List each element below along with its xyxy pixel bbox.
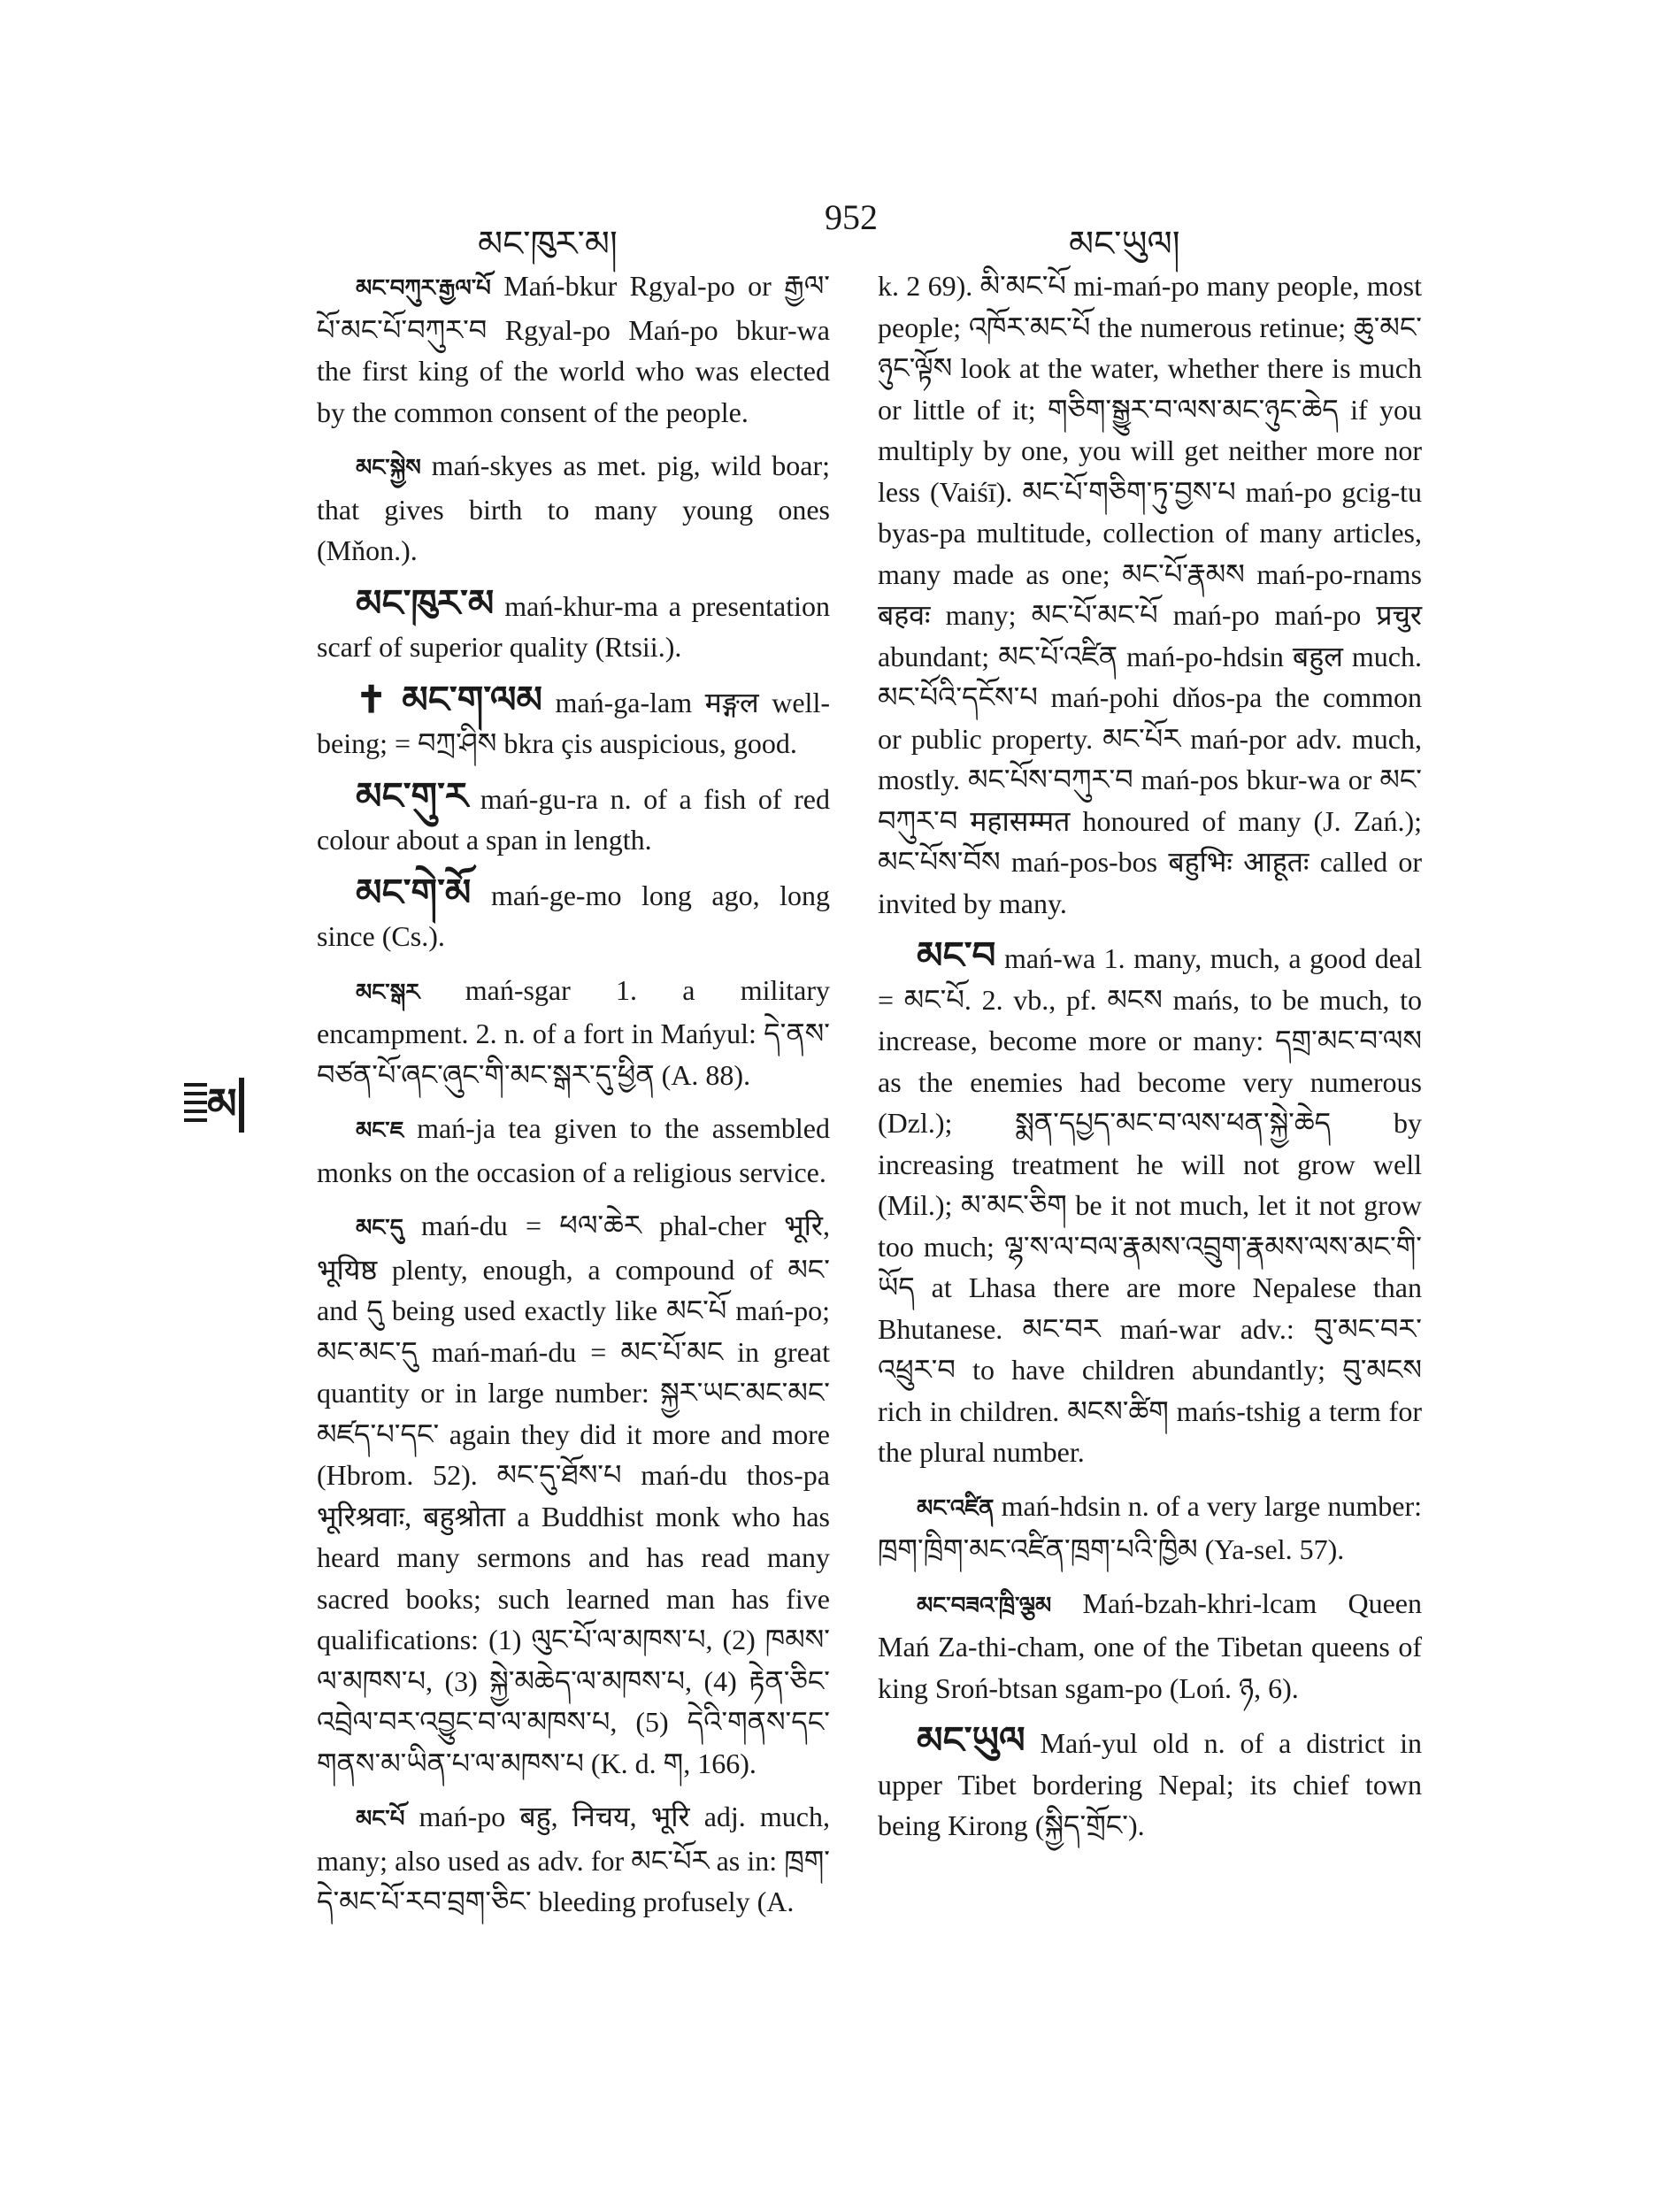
entry-headword: མང་ཇ bbox=[356, 1118, 404, 1143]
dictionary-entry bbox=[317, 1108, 830, 1193]
dictionary-entry bbox=[317, 1796, 830, 1923]
dictionary-entry bbox=[317, 584, 830, 668]
entry-headword: མང་ཡུལ bbox=[917, 1721, 1025, 1762]
entry-text: mań-sgar 1. a military encampment. 2. n. of a fort in Mańyul: དེ་ནས་བཙན་པོ་ཞང་ཞུང་གི་མང་སྒར་དུ་ཕྱིན (A. 88). bbox=[317, 973, 831, 1091]
entry-headword: མང་གུ་ར bbox=[356, 776, 469, 818]
section-marker-icon bbox=[184, 1078, 248, 1140]
entry-headword: ✝ མང་ག་ལམ bbox=[356, 680, 543, 721]
right-column bbox=[878, 265, 1422, 1859]
entry-headword: མང་འཛིན bbox=[917, 1494, 995, 1521]
entry-text: mań-wa 1. many, much, a good deal = མང་པོ. 2. vb., pf. མངས mańs, to be much, to increase, become more or many: དགྲ་མང་བ་ལས as the enemies had become very numerous (Dzl.); སྨན་དཔྱད་མང་བ་ལས་ཕན་སྐྱེ་ཆེད by increasing treatment he will not grow well (Mil.); མ་མང་ཅིག be it not much, let it not grow too much; ལྷ་ས་ལ་བལ་རྣམས་འབྲུག་རྣམས་ལས་མང་གི་ཡོད at Lhasa there are more Nepalese than Bhutanese. མང་བར mań-war adv.: བུ་མང་བར་འཕྲུར་བ to have children abundantly; བུ་མངས rich in children. མངས་ཚིག mańs-tshig a term for the plural number. bbox=[878, 942, 1423, 1468]
entry-headword: མང་དུ bbox=[356, 1215, 403, 1240]
page-header bbox=[0, 196, 1659, 264]
entry-headword: མང་བཟའ་ཁྲི་ལྕམ bbox=[917, 1592, 1052, 1618]
dictionary-entry bbox=[317, 970, 830, 1096]
dictionary-entry bbox=[317, 680, 830, 764]
dictionary-entry-continuation bbox=[878, 265, 1422, 924]
entry-headword: མང་ཁུར་མ bbox=[356, 583, 495, 625]
dictionary-entry bbox=[317, 873, 830, 957]
entry-text: mań-ja tea given to the assembled monks on the occasion of a religious service. bbox=[317, 1112, 830, 1188]
entry-text: Mań-yul old n. of a district in upper Tibet bordering Nepal; its chief town being Kirong (སྐྱིད་གྲོང་). bbox=[878, 1727, 1423, 1841]
entry-text: Mań-bkur Rgyal-po or རྒྱལ་པོ་མང་པོ་བཀུར་བ Rgyal-po Mań-po bkur-wa the first king of the world who was elected by the common consent of the people. bbox=[317, 270, 831, 428]
entry-text: k. 2 69). མི་མང་པོ mi-mań-po many people, most people; འཁོར་མང་པོ the numerous retinue; ཆུ་མང་ཉུང་ལྟོས look at the water, whether there is much or little of it; གཅིག་སྒྱུར་བ་ལས་མང་ཉུང་ཆེད if you multiply by one, you will get neither more nor less (Vaiśī). མང་པོ་གཅིག་ཏུ་བྱས་པ mań-po gcig-tu byas-pa multitude, collection of many articles, many made as one; མང་པོ་རྣམས mań-po-rnams बहवः many; མང་པོ་མང་པོ mań-po mań-po प्रचुर abundant; མང་པོ་འཛིན mań-po-hdsin बहुल much. མང་པོའི་དངོས་པ mań-pohi dňos-pa the common or public property. མང་པོར mań-por adv. much, mostly. མང་པོས་བཀུར་བ mań-pos bkur-wa or མང་བཀུར་བ महासम्मत honoured of many (J. Zań.); མང་པོས་བོས mań-pos-bos बहुभिः आहूतः called or invited by many. bbox=[878, 270, 1422, 919]
entry-text: mań-gu-ra n. of a fish of red colour about a span in length. bbox=[317, 782, 830, 856]
entry-text: mań-hdsin n. of a very large number: ཁྲག་ཁྲིག་མང་འཛིན་ཁྲག་པའི་ཁྱིམ (Ya-sel. 57). bbox=[878, 1489, 1423, 1565]
entry-text: Mań-bzah-khri-lcam Queen Mań Za-thi-cham, one of the Tibetan queens of king Sroń-btsan sgam-po (Loń. ཉ, 6). bbox=[878, 1586, 1423, 1704]
entry-text: mań-ge-mo long ago, long since (Cs.). bbox=[317, 879, 831, 952]
entry-headword: མང་གེ་མོ bbox=[356, 872, 472, 914]
entry-headword: མང་བཀུར་རྒྱལ་པོ bbox=[356, 275, 491, 301]
dictionary-entry bbox=[317, 445, 830, 572]
entry-text: mań-skyes as met. pig, wild boar; that gives birth to many young ones (Mňon.). bbox=[317, 449, 831, 566]
section-marker-glyph: མ bbox=[207, 1078, 244, 1133]
right-running-headword: མང་ཡུལ། bbox=[1069, 224, 1180, 264]
dictionary-entry bbox=[878, 936, 1422, 1473]
left-column bbox=[317, 265, 830, 1935]
page-number: 952 bbox=[825, 197, 878, 237]
dictionary-entry bbox=[878, 1583, 1422, 1709]
dictionary-entry bbox=[878, 1486, 1422, 1571]
entry-headword: མང་སྐྱེས bbox=[356, 455, 421, 480]
entry-text: mań-du = ཕལ་ཆེར phal-cher भूरि, भूयिष्ठ plenty, enough, a compound of མང་ and དུ being used exactly like མང་པོ mań-po; མང་མང་དུ mań-mań-du = མང་པོ་མང in great quantity or in large number: སྐྱར་ཡང་མང་མང་མཛད་པ་དང་ again they did it more and more (Hbrom. 52). མང་དུ་ཐོས་པ mań-du thos-pa भूरिश्रवाः, बहुश्रोता a Buddhist monk who has heard many sermons and has read many sacred books; such learned man has five qualifications: (1) ལུང་པོ་ལ་མཁས་པ, (2) ཁམས་ལ་མཁས་པ, (3) སྐྱེ་མཆེད་ལ་མཁས་པ, (4) རྟེན་ཅིང་འབྲེལ་བར་འབྱུང་བ་ལ་མཁས་པ, (5) དེའི་གནས་དང་གནས་མ་ཡིན་པ་ལ་མཁས་པ (K. d. ག, 166). bbox=[317, 1210, 831, 1779]
dictionary-entry bbox=[878, 1721, 1422, 1847]
dictionary-entry bbox=[317, 777, 830, 861]
entry-headword: མང་པོ bbox=[356, 1806, 405, 1832]
left-running-headword: མང་ཁུར་མ། bbox=[478, 224, 618, 264]
dictionary-entry bbox=[317, 265, 830, 433]
dictionary-entry bbox=[317, 1205, 830, 1784]
entry-text: mań-ga-lam मङ्गल well-being; = བཀྲ་ཤིས bkra çis auspicious, good. bbox=[317, 686, 830, 759]
entry-text: mań-khur-ma a presentation scarf of superior quality (Rtsii.). bbox=[317, 589, 831, 663]
entry-headword: མང་བ bbox=[917, 936, 996, 977]
entry-text: mań-po बहु, निचय, भूरि adj. much, many; also used as adv. for མང་པོར as in: ཁྲག་དེ་མང་པོ་རབ་བྲག་ཅིང་ bleeding profusely (A. bbox=[317, 1801, 830, 1917]
entry-headword: མང་སྒར bbox=[356, 979, 420, 1005]
